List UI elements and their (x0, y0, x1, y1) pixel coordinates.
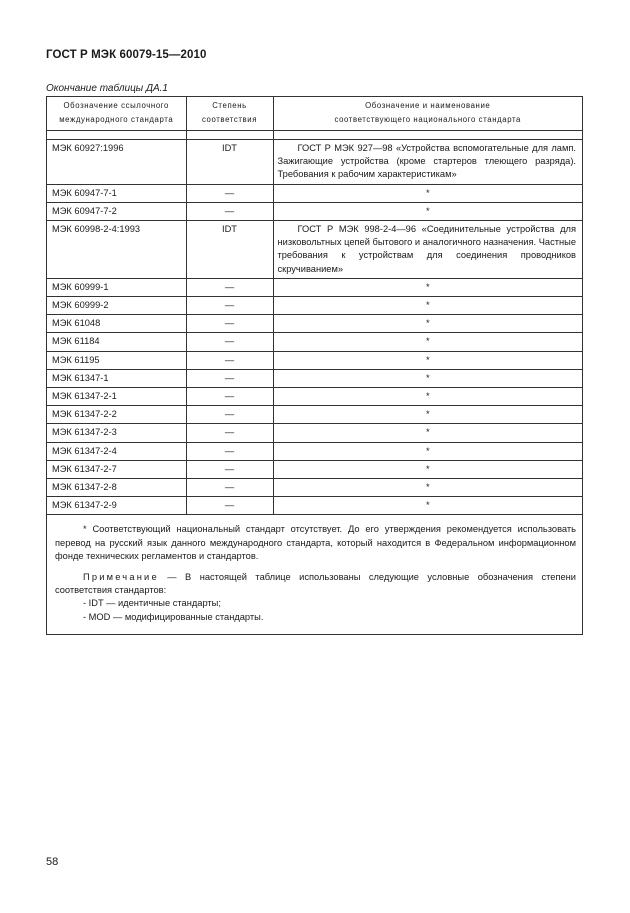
table-notes (47, 515, 582, 633)
table-row (47, 184, 582, 202)
national-standard: * (273, 351, 582, 369)
degree-value: — (186, 333, 273, 351)
table-row (47, 278, 582, 296)
national-standard: ГОСТ Р МЭК 927—98 «Устройства вспомогательные для ламп. Зажигающие устройства (кроме стартеров тлеющего разряда). Требования к рабочим характеристикам» (273, 140, 582, 185)
table-row (47, 140, 582, 185)
degree-value: — (186, 351, 273, 369)
reference-code: МЭК 61048 (47, 315, 186, 333)
degree-value: — (186, 369, 273, 387)
national-standard: * (273, 406, 582, 424)
header-col2-line1: Степень (212, 101, 247, 110)
national-standard: * (273, 424, 582, 442)
table-body (47, 131, 582, 515)
national-standard: * (273, 479, 582, 497)
degree-value: — (186, 424, 273, 442)
degree-value: — (186, 442, 273, 460)
document-header: ГОСТ Р МЭК 60079-15—2010 (46, 49, 207, 61)
national-standard: * (273, 388, 582, 406)
footnote: * Соответствующий национальный стандарт отсутствует. До его утверждения рекомендуется использовать перевод на русский язык данного международного стандарта, который находится в Федеральном информационном фонде технических регламентов и стандартов. (55, 524, 576, 561)
header-col3-line1: Обозначение и наименование (365, 101, 491, 110)
degree-value: — (186, 406, 273, 424)
note-paragraph (55, 571, 576, 597)
reference-code: МЭК 61184 (47, 333, 186, 351)
reference-code: МЭК 60947-7-2 (47, 202, 186, 220)
table-row (47, 333, 582, 351)
degree-value: — (186, 315, 273, 333)
reference-code: МЭК 60998-2-4:1993 (47, 221, 186, 279)
degree-value: — (186, 460, 273, 478)
national-standard: * (273, 297, 582, 315)
national-standard: * (273, 369, 582, 387)
standards-table-box (46, 96, 583, 635)
table-row (47, 479, 582, 497)
degree-value: — (186, 388, 273, 406)
note-text: — В настоящей таблице использованы следующие условные обозначения степени соответствия стандартов: (55, 572, 576, 596)
table-row (47, 369, 582, 387)
national-standard: * (273, 442, 582, 460)
national-standard: * (273, 497, 582, 515)
table-row (47, 315, 582, 333)
national-standard: * (273, 460, 582, 478)
table-row (47, 388, 582, 406)
national-standard: * (273, 184, 582, 202)
national-standard: * (273, 333, 582, 351)
header-col3-line2: соответствующего национального стандарта (334, 115, 521, 124)
note-label: Примечание (83, 572, 159, 583)
degree-value: — (186, 202, 273, 220)
note-item-idt: - IDT — идентичные стандарты; (83, 598, 221, 609)
reference-code: МЭК 61347-2-1 (47, 388, 186, 406)
reference-code: МЭК 61347-2-7 (47, 460, 186, 478)
table-row (47, 202, 582, 220)
table-row (47, 297, 582, 315)
note-item-mod: - MOD — модифицированные стандарты. (83, 611, 264, 622)
reference-code: МЭК 61347-2-8 (47, 479, 186, 497)
page-number: 58 (46, 856, 59, 868)
reference-code: МЭК 61347-2-3 (47, 424, 186, 442)
table-row (47, 221, 582, 279)
reference-code: МЭК 60999-2 (47, 297, 186, 315)
table-header-row (47, 97, 582, 131)
reference-code: МЭК 61347-2-9 (47, 497, 186, 515)
header-col1-line2: международного стандарта (59, 115, 174, 124)
table-row (47, 442, 582, 460)
degree-value: — (186, 497, 273, 515)
degree-value: — (186, 184, 273, 202)
table-row (47, 351, 582, 369)
header-national-standard (273, 97, 582, 131)
degree-value: — (186, 278, 273, 296)
degree-value: — (186, 479, 273, 497)
degree-value: — (186, 297, 273, 315)
degree-value: IDT (186, 140, 273, 185)
reference-code: МЭК 60999-1 (47, 278, 186, 296)
table-row (47, 424, 582, 442)
header-col2-line2: соответствия (201, 115, 258, 124)
reference-code: МЭК 60947-7-1 (47, 184, 186, 202)
reference-code: МЭК 61347-2-2 (47, 406, 186, 424)
national-standard: ГОСТ Р МЭК 998-2-4—96 «Соединительные устройства для низковольтных цепей бытового и аналогичного назначения. Частные требования к устройствам для соединения проводников скручиванием» (273, 221, 582, 279)
reference-code: МЭК 61347-2-4 (47, 442, 186, 460)
table-row (47, 406, 582, 424)
header-reference-standard (47, 97, 186, 131)
national-standard: * (273, 202, 582, 220)
national-standard: * (273, 315, 582, 333)
degree-value: IDT (186, 221, 273, 279)
table-row (47, 460, 582, 478)
reference-code: МЭК 60927:1996 (47, 140, 186, 185)
header-col1-line1: Обозначение ссылочного (63, 101, 169, 110)
reference-code: МЭК 61195 (47, 351, 186, 369)
standards-table (47, 97, 582, 515)
table-row (47, 497, 582, 515)
header-degree (186, 97, 273, 131)
national-standard: * (273, 278, 582, 296)
table-caption: Окончание таблицы ДА.1 (46, 83, 168, 94)
reference-code: МЭК 61347-1 (47, 369, 186, 387)
